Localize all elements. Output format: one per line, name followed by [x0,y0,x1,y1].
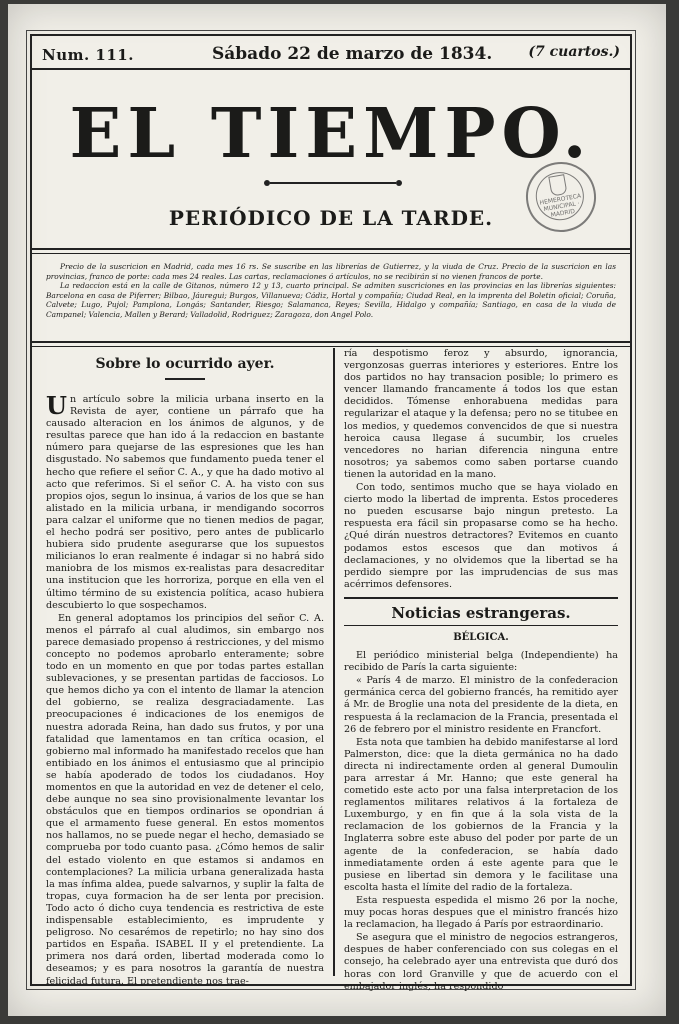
issue-number: Num. 111. [42,46,134,64]
heading-rule [165,378,205,380]
page-frame [30,34,632,992]
article-columns [32,348,630,992]
news-paragraph: El periódico ministerial belga (Independiente) ha recibido de París la carta siguiente: [344,650,618,674]
stamp-text: HEMEROTECA MUNICIPAL · MADRID [539,192,582,219]
issue-date: Sábado 22 de marzo de 1834. [212,44,493,64]
newspaper-page [8,4,666,1016]
drop-cap: U [46,391,67,420]
ornamental-rule [270,182,396,184]
article-paragraph: Con todo, sentimos mucho que se haya violado en cierto modo la libertad de imprenta. Estos procederes no pueden escusarse bajo ningun pretesto. La respuesta era fácil sin propasarse como se ha hecho. ¿Qué dirán nuestros detractores? Evitemos en cuanto podamos estos escesos que dan motivos á declamaciones, y no olvidemos que la libertad se ha perdido siempre por las imprudencias de sus mas acérrimos defensores. [344,482,618,590]
header-rule [32,248,630,254]
article-continuation: ría despotismo feroz y absurdo, ignorancia, vergonzosas guerras interiores y esteriores. Entre los dos partidos no hay transacion posible; lo primero es vencer llamando francamente á todos los que estan decididos. Tómense enhorabuena medidas para regularizar el ataque y la defensa; pero no se titubee en los medios, y quedemos convencidos de que si nuestra heroica causa llegase á sucumbir, los crueles vencedores no harian diferencia ninguna entre nosotros; ya sabemos como saben portarse cuando tienen la autoridad en la mano. [344,348,618,480]
info-rule [32,341,630,347]
article-heading: Sobre lo ocurrido ayer. [95,356,275,372]
section-heading: Noticias estrangeras. [391,603,571,622]
section-rule [344,597,618,599]
issue-price: (7 cuartos.) [528,44,620,60]
news-paragraph: Esta respuesta espedida el mismo 26 por la noche, muy pocas horas despues que el ministro francés hizo la reclamacion, ha llegado á París por estraordinario. [344,894,618,931]
article-paragraph [46,391,324,612]
masthead-row [32,38,630,70]
subscription-agents: La redaccion está en la calle de Gitanos, número 12 y 13, cuarto principal. Se admiten suscriciones en las provincias en las librerías siguientes: Barcelona en casa de Piferrer; Bilbao, Jáuregui; Burgos, Villanueva; Cádiz, Hortal y compañía; Ciudad Real, en la imprenta del Boletin oficial; Coruña, Calvete; Lugo, Pujol; Pamplona, Longás; Santander, Riesgo; Salamanca, Reyes; Sevilla, Hidalgo y compañía; Santiago, en casa de la viuda de Campanel; Valencia, Mallen y Berard; Valladolid, Rodriguez; Zaragoza, don Angel Polo. [46,281,616,319]
section-heading-rule [344,625,618,626]
country-heading: BÉLGICA. [453,631,509,643]
news-paragraph: Esta nota que tambien ha debido manifestarse al lord Palmerston, dice: que la dieta germánica no ha dado directa ni indirectamente orden al general Dumoulin para arrestar á Mr. Hanno; que este general ha cometido este acto por una falsa interpretacion de los reglamentos militares relativos á la fortaleza de Luxemburgo, y en fin que á la sola vista de la reclamacion de los gobiernos de la Francia y la Inglaterra sobre este abuso del poder por parte de un agente de la confederacion, se había dado inmediatamente orden á este agente para que le pusiese en libertad sin demora y le facilitase una escolta hasta el límite del radio de la fortaleza. [344,736,618,893]
article-paragraph: En general adoptamos los principios del señor C. A. menos el párrafo al cual aludimos, sin embargo nos parece demasiado propenso á restricciones, y del mismo concepto no podemos aprobarlo enteramente; sobre todo en un momento en que por todas partes estallan sublevaciones, y se presentan partidas de facciosos. Lo que hemos dicho ya con el intento de llamar la atencion del gobierno, se realiza desgraciadamente. Las preocupaciones é indicaciones de los enemigos de nuestra adorada Reina, han dado sus frutos, y por una fatalidad que lamentamos en tan crítica ocasion, el gobierno mal informado ha manifestado recelos que han entibiado en los ánimos el entusiasmo que al principio se había apoderado de todos los ciudadanos. Hoy momentos en que la autoridad en vez de detener el celo, debe aunque no sea sino provisionalmente levantar los obstáculos que en tiempos ordinarios se opondrian á que el armamento fuese general. En estos momentos nos hallamos, no se puede negar el hecho, demasiado se comprueba por todo cuanto pasa. ¿Cómo hemos de salir del estado violento en que estamos si andamos en contemplaciones? La milicia urbana generalizada hasta la mas ínfima aldea, puede salvarnos, y suplir la falta de tropas, cuya formacion ha de ser lenta por precision. Todo acto ó dicho cuya tendencia es restrictiva de este indispensable establecimiento, es imprudente y peligroso. No cesarémos de repetirlo; no hay sino dos partidos en España. ISABEL II y el pretendiente. La primera nos dará orden, libertad moderada como lo deseamos; y es para nosotros la garantía de nuestra felicidad futura. El pretendiente nos trae- [46,612,324,987]
left-column [46,348,324,989]
news-paragraph: Se asegura que el ministro de negocios estrangeros, despues de haber conferenciado con sus colegas en el consejo, ha celebrado ayer una entrevista que duró dos horas con lord Granville y que de acuerdo con el embajador inglés, ha respondido [344,932,618,992]
subscription-info [46,262,616,319]
stamp-crest-icon [548,174,567,196]
news-paragraph: « París 4 de marzo. El ministro de la confederacion germánica cerca del gobierno francés, ha remitido ayer á Mr. de Broglie una nota del presidente de la dieta, en respuesta á la reclamacion de la Francia, presentada el 26 de febrero por el ministro residente en Francfort. [344,675,618,735]
stamp-center [532,168,588,224]
article-text: n artículo sobre la milicia urbana inserto en la Revista de ayer, contiene un párrafo que ha causado alteracion en los ánimos de algunos, y de resultas parece que han ido á la redaccion en bastante número para quejarse de las espresiones que les han disgustado. No sabemos que fundamento pueda tener el hecho que refiere el señor C. A., y que ha dado motivo al acto que referimos. Si el señor C. A. ha visto con sus propios ojos, segun lo insinua, á varios de los que se han alistado en la milicia urbana, ir mendigando socorros para calzar el uniforme que no tienen medios de pagar, el hecho podrá ser positivo, pero antes de publicarlo hubiera sido prudente asegurarse que los supuestos milicianos lo eran realmente é indagar si no habrá sido maniobra de los mismos ex-realistas para desacreditar una institucion que les horroriza, porque en ella ven el último término de su existencia política, acaso hubiera descubierto lo que sospechamos. [46,394,324,611]
right-column [344,348,618,994]
subscription-prices: Precio de la suscricion en Madrid, cada mes 16 rs. Se suscribe en las librerías de Gutierrez, y la viuda de Cruz. Precio de la suscricion en las provincias, franco de porte: cada mes 24 reales. Las cartas, reclamaciones ó artículos, no se recibirán si no vienen francos de porte. [46,262,616,281]
column-divider [333,348,335,976]
newspaper-title: EL TIEMPO. [69,94,593,174]
newspaper-subtitle: PERIÓDICO DE LA TARDE. [168,206,494,230]
